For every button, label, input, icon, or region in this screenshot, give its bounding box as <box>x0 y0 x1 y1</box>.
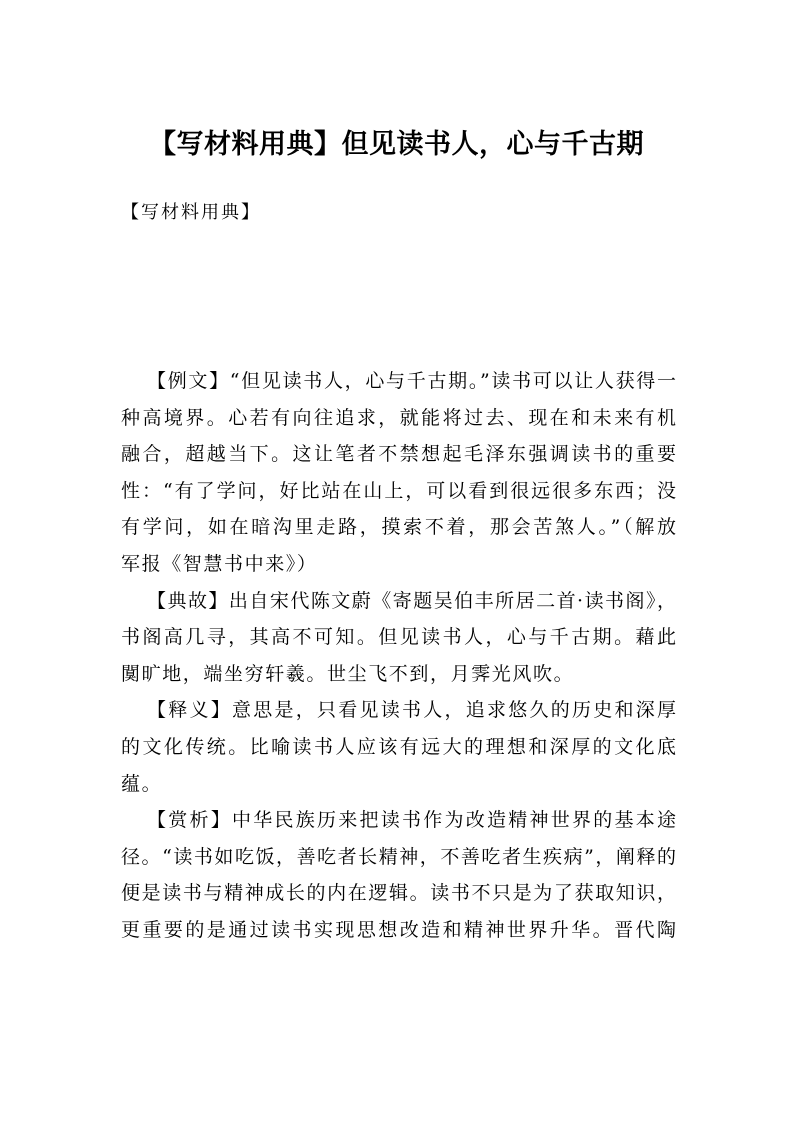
body-line: 【典故】出自宋代陈文蔚《寄题吴伯丰所居二首·读书阁》， <box>147 589 676 612</box>
body-line: 的文化传统。比喻读书人应该有远大的理想和深厚的文化底 <box>121 735 676 758</box>
body-line: 军报《智慧书中来》） <box>121 552 318 575</box>
body-line: 【例文】“但见读书人，心与千古期。”读书可以让人获得一 <box>147 370 676 392</box>
body-line: 【赏析】中华民族历来把读书作为改造精神世界的基本途 <box>147 809 676 832</box>
body-line: 有学问，如在暗沟里走路，摸索不着，那会苦煞人。”（解放 <box>121 516 676 539</box>
document-subtitle: 【写材料用典】 <box>121 202 261 223</box>
body-line: 种高境界。心若有向往追求，就能将过去、现在和未来有机 <box>121 406 676 429</box>
body-line: 书阁高几寻，其高不可知。但见读书人，心与千古期。藉此 <box>121 626 676 649</box>
body-line: 更重要的是通过读书实现思想改造和精神世界升华。晋代陶 <box>121 918 676 941</box>
body-line: 闃旷地，端坐穷轩羲。世尘飞不到，月霁光风吹。 <box>121 662 575 685</box>
body-line: 性：“有了学问，好比站在山上，可以看到很远很多东西；没 <box>121 479 676 502</box>
document-title: 【写材料用典】但见读书人，心与千古期 <box>149 129 644 160</box>
body-line: 径。“读书如吃饭，善吃者长精神，不善吃者生疾病”，阐释的 <box>121 845 676 868</box>
document-body <box>121 363 676 949</box>
body-line: 【释义】意思是，只看见读书人，追求悠久的历史和深厚 <box>147 699 676 722</box>
body-line: 便是读书与精神成长的内在逻辑。读书不只是为了获取知识， <box>121 882 676 905</box>
body-line: 融合，超越当下。这让笔者不禁想起毛泽东强调读书的重要 <box>121 443 676 466</box>
body-line: 蕴。 <box>121 772 163 795</box>
